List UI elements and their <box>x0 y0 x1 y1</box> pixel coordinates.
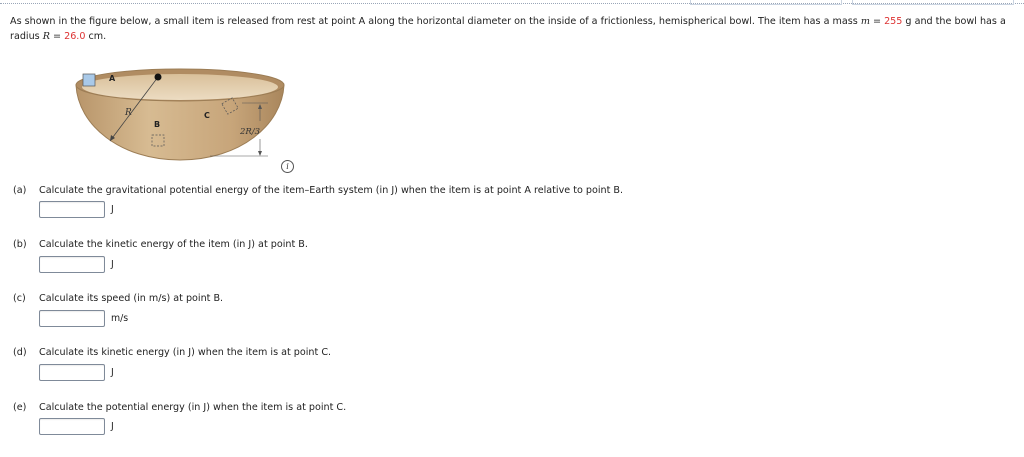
question-label: (d) <box>13 347 27 358</box>
label-b: B <box>154 120 161 129</box>
problem-statement <box>10 14 1020 44</box>
label-c: C <box>204 111 210 120</box>
answer-input-d[interactable] <box>39 364 105 381</box>
bowl-figure <box>60 55 300 175</box>
mass-symbol: m <box>860 16 870 27</box>
question-text: Calculate the potential energy (in J) when the item is at point C. <box>39 402 347 413</box>
question-text: Calculate its kinetic energy (in J) when the item is at point C. <box>39 347 332 358</box>
question-c <box>13 293 223 304</box>
answer-input-b[interactable] <box>39 256 105 273</box>
mass-eq: = <box>869 16 885 27</box>
unit-label: J <box>111 367 114 378</box>
answer-row-d <box>39 364 114 381</box>
answer-row-b <box>39 256 114 273</box>
radius-value: 26.0 <box>64 31 86 42</box>
answer-input-e[interactable] <box>39 418 105 435</box>
tab-edge-left <box>690 0 842 5</box>
label-r: R <box>125 108 132 118</box>
question-label: (b) <box>13 239 27 250</box>
question-text: Calculate its speed (in m/s) at point B. <box>39 293 224 304</box>
info-icon[interactable]: i <box>281 160 294 173</box>
label-height: 2R/3 <box>240 127 261 137</box>
question-b <box>13 239 308 250</box>
question-a <box>13 185 623 196</box>
question-e <box>13 402 346 413</box>
bowl-diagram <box>60 55 300 175</box>
item-a-icon <box>83 74 95 86</box>
tab-edge-right <box>852 0 1014 5</box>
intro-text-1: As shown in the figure below, a small item is released from rest at point A along the horizontal diameter on the inside of a frictionless, hemispherical bowl. The item has a mass <box>10 16 861 27</box>
answer-input-a[interactable] <box>39 201 105 218</box>
intro-text-3: cm. <box>85 31 107 42</box>
answer-row-c <box>39 310 128 327</box>
answer-row-e <box>39 418 114 435</box>
question-text: Calculate the gravitational potential energy of the item–Earth system (in J) when the item is at point A relative to point B. <box>39 185 624 196</box>
center-dot <box>155 74 162 81</box>
mass-value: 255 <box>884 16 903 27</box>
question-d <box>13 347 331 358</box>
question-label: (c) <box>13 293 26 304</box>
unit-label: J <box>111 204 114 215</box>
radius-eq: = <box>49 31 65 42</box>
label-a: A <box>109 74 116 83</box>
answer-input-c[interactable] <box>39 310 105 327</box>
question-text: Calculate the kinetic energy of the item (in J) at point B. <box>39 239 308 250</box>
unit-label: J <box>111 421 114 432</box>
question-label: (a) <box>13 185 27 196</box>
intro-text-2: g and the bowl has a radius <box>10 16 1006 42</box>
unit-label: m/s <box>111 313 129 324</box>
answer-row-a <box>39 201 114 218</box>
radius-symbol: R <box>42 31 50 42</box>
height-arrowhead-down <box>258 151 262 156</box>
unit-label: J <box>111 259 114 270</box>
question-label: (e) <box>13 402 27 413</box>
